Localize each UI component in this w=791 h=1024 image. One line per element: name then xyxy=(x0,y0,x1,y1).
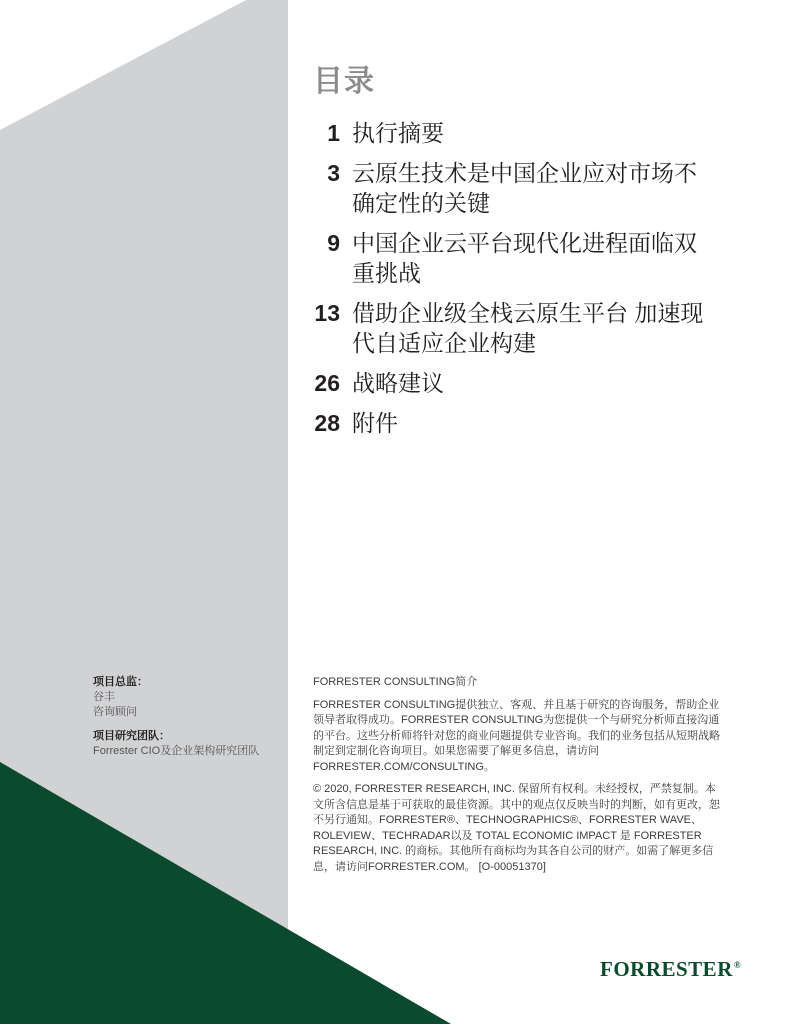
toc-page-number: 3 xyxy=(327,160,340,186)
registered-mark: ® xyxy=(733,960,742,970)
toc-entry-text: 战略建议 xyxy=(352,370,444,396)
director-name: 谷丰 xyxy=(93,691,115,703)
toc-entry-text: 云原生技术是中国企业应对市场不确定性的关键 xyxy=(352,160,697,216)
toc-item[interactable] xyxy=(300,158,740,218)
team-name: Forrester CIO及企业架构研究团队 xyxy=(93,745,260,757)
toc-item[interactable] xyxy=(300,368,740,398)
toc-item[interactable] xyxy=(300,408,740,438)
toc-page-number: 28 xyxy=(314,410,340,436)
toc-entry-text: 中国企业云平台现代化进程面临双重挑战 xyxy=(352,230,697,286)
toc-entry-text: 借助企业级全栈云原生平台 加速现代自适应企业构建 xyxy=(352,300,704,356)
toc-page-number: 13 xyxy=(314,300,340,326)
toc-item[interactable] xyxy=(300,118,740,148)
forrester-logo xyxy=(600,957,741,982)
about-body: FORRESTER CONSULTING提供独立、客观、并且基于研究的咨询服务，帮助企业领导者取得成功。FORRESTER CONSULTING为您提供一个与研究分析师直接沟通的平台。这些分析师将针对您的商业问题提供专业咨询。我们的业务包括从短期战略制定到定制化咨询项目。如果您需要了解更多信息，请访问FORRESTER.COM/CONSULTING。 xyxy=(313,698,720,773)
project-credits xyxy=(93,675,283,768)
team-label: 项目研究团队： xyxy=(93,730,170,742)
toc-list xyxy=(300,118,740,448)
director-label: 项目总监： xyxy=(93,676,148,688)
copyright-notice: © 2020, FORRESTER RESEARCH, INC. 保留所有权利。未经授权，严禁复制。本文所含信息是基于可获取的最佳资源。其中的观点仅反映当时的判断，如有更改，恕不另行通知。FORRESTER®、TECHNOGRAPHICS®、FORRESTER WAVE、ROLEVIEW、TECHRADAR以及 TOTAL ECONOMIC IMPACT 是 FORRESTER RESEARCH, INC. 的商标。其他所有商标均为其各自公司的财产。如需了解更多信息，请访问FORRESTER.COM。 [O-00051370] xyxy=(313,783,720,873)
toc-item[interactable] xyxy=(300,298,740,358)
toc-entry-text: 执行摘要 xyxy=(352,120,444,146)
toc-title: 目录 xyxy=(313,65,375,98)
toc-page-number: 26 xyxy=(314,370,340,396)
director-role: 咨询顾问 xyxy=(93,706,137,718)
about-heading: FORRESTER CONSULTING简介 xyxy=(313,676,478,688)
toc-page-number: 9 xyxy=(327,230,340,256)
toc-item[interactable] xyxy=(300,228,740,288)
toc-entry-text: 附件 xyxy=(352,410,398,436)
logo-text: FORRESTER xyxy=(600,957,733,981)
toc-page-number: 1 xyxy=(327,120,340,146)
about-forrester xyxy=(313,675,723,882)
